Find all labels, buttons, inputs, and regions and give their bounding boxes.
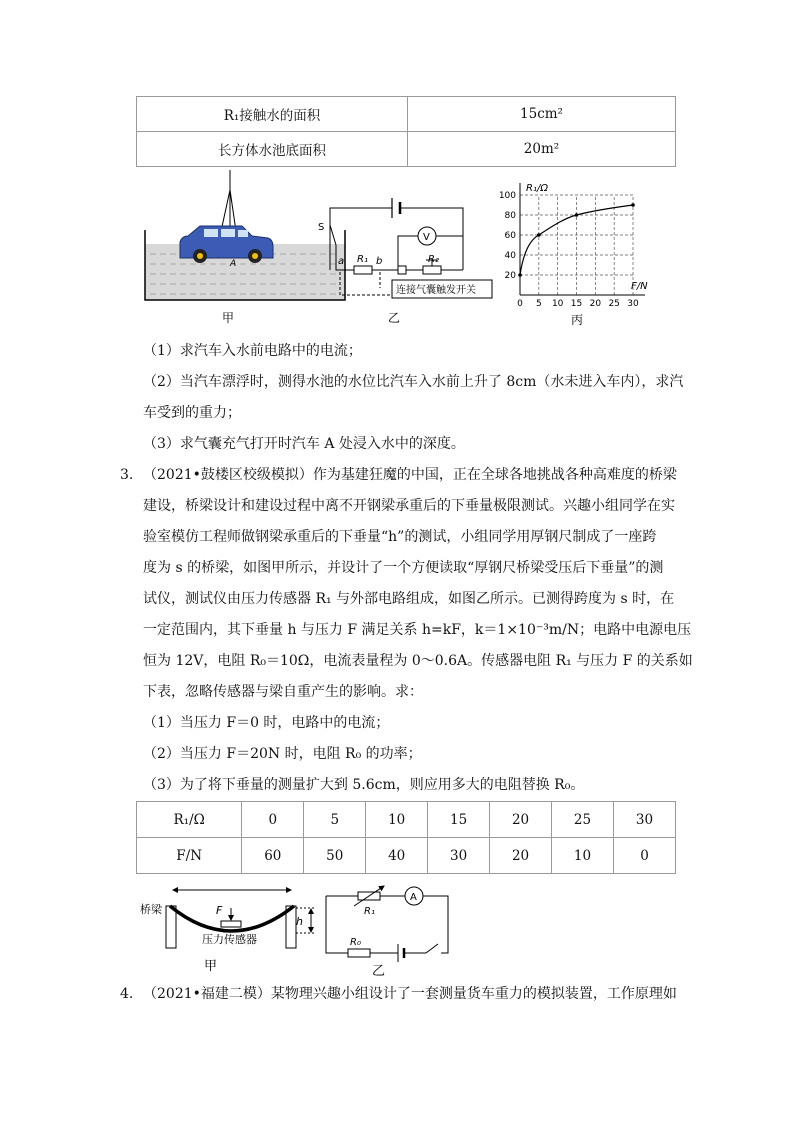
q3-line: 验室模仿工程师做钢梁承重后的下垂量“h”的测试，小组同学用厚钢尺制成了一座跨 <box>143 529 657 545</box>
table-cell: 10 <box>366 802 428 838</box>
r0-label: R₀ <box>350 937 361 948</box>
table-cell: 0 <box>242 802 304 838</box>
table-cell: 10 <box>552 838 614 874</box>
table-cell: R₁接触水的面积 <box>137 97 408 132</box>
y-axis-label: R₁/Ω <box>526 183 548 194</box>
r2-label: R₂ <box>428 254 439 265</box>
caption-yi: 乙 <box>388 311 401 325</box>
figure-jia-tank <box>145 170 345 325</box>
table-cell: F/N <box>137 838 242 874</box>
q3-number: 3. <box>120 467 134 483</box>
q2-sub2-line1: （2）当汽车漂浮时，测得水池的水位比汽车入水前上升了 8cm（水未进入车内），求汽 <box>143 374 684 390</box>
y-tick-label: 80 <box>504 211 516 221</box>
x-tick-label: 25 <box>608 299 620 309</box>
table-cell: 15 <box>428 802 490 838</box>
circuit2-labels <box>350 892 417 978</box>
y-tick-label: 40 <box>504 251 516 261</box>
q3-line: 下表，忽略传感器与梁自重产生的影响。求： <box>143 684 423 700</box>
x-tick-label: 20 <box>589 299 602 309</box>
y-tick-label: 100 <box>498 191 516 201</box>
q3-sub3: （3）为了将下垂量的测量扩大到 5.6cm，则应用多大的电阻替换 R₀。 <box>143 777 585 793</box>
q3-line: 建设，桥梁设计和建设过程中离不开钢梁承重后的下垂量极限测试。兴趣小组同学在实 <box>143 498 675 514</box>
q3-sub2: （2）当压力 F＝20N 时，电阻 R₀ 的功率； <box>143 746 422 762</box>
figure-bing-graph <box>499 183 648 309</box>
ammeter-label: A <box>410 892 417 903</box>
r1-force-table <box>136 801 676 874</box>
bridge-label: 桥梁 <box>140 903 162 916</box>
q3-line: 一定范围内，其下垂量 h 与压力 F 满足关系 h=kF，k＝1×10⁻³m/N；电路中电源电压 <box>143 622 692 638</box>
table-cell: 30 <box>428 838 490 874</box>
voltmeter-label: V <box>423 232 430 243</box>
h-label: h <box>296 915 303 928</box>
q2-sub3: （3）求气囊充气打开时汽车 A 处浸入水中的深度。 <box>143 436 465 452</box>
caption-jia: 甲 <box>222 311 235 325</box>
y-tick-label: 20 <box>504 271 516 281</box>
data-point <box>537 233 541 237</box>
sensor-label: 压力传感器 <box>202 933 257 946</box>
node-b-label: b <box>376 256 383 267</box>
x-tick-label: 5 <box>535 299 542 309</box>
q3-sub1: （1）当压力 F＝0 时，电路中的电流； <box>143 715 390 731</box>
data-point <box>631 203 635 207</box>
r1-label2: R₁ <box>364 906 375 917</box>
table-cell: R₁/Ω <box>137 802 242 838</box>
q2-sub2-line2: 车受到的重力； <box>143 405 241 421</box>
figure-jia-labels <box>140 902 303 974</box>
x-tick-label: 30 <box>627 299 639 309</box>
q4-line: （2021•福建二模）某物理兴趣小组设计了一套测量货车重力的模拟装置，工作原理如 <box>143 986 677 1002</box>
q3-line: 试仪，测试仪由压力传感器 R₁ 与外部电路组成，如图乙所示。已测得跨度为 s 时，在 <box>143 591 675 607</box>
point-a-label: A <box>230 259 237 269</box>
x-axis-label: F/N <box>631 281 648 292</box>
table-cell: 25 <box>552 802 614 838</box>
area-table <box>136 96 676 167</box>
caption-yi2: 乙 <box>372 964 386 978</box>
table-cell: 20m² <box>408 132 676 167</box>
table-cell: 40 <box>366 838 428 874</box>
data-point <box>518 273 522 277</box>
x-tick-label: 10 <box>551 299 564 309</box>
y-tick-label: 60 <box>504 231 516 241</box>
figure-yi-circuit2 <box>326 886 448 962</box>
x-tick-label: 0 <box>517 299 523 309</box>
r1-label: R₁ <box>357 254 368 265</box>
caption-bing: 丙 <box>571 313 584 327</box>
q4-number: 4. <box>120 986 134 1002</box>
figure-bridge-circuit <box>136 878 466 978</box>
table-cell: 5 <box>304 802 366 838</box>
x-tick-label: 15 <box>570 299 583 309</box>
q3-line: （2021•鼓楼区校级模拟）作为基建狂魔的中国，正在全球各地挑战各种高难度的桥梁 <box>143 467 677 483</box>
q3-line: 恒为 12V，电阻 R₀＝10Ω，电流表量程为 0～0.6A。传感器电阻 R₁ 与压力 F 的关系如 <box>143 653 693 669</box>
table-cell: 15cm² <box>408 97 676 132</box>
figure-car-circuit-graph <box>130 170 670 330</box>
q3-line: 度为 s 的桥梁，如图甲所示，并设计了一个方便读取“厚钢尺桥梁受压后下垂量”的测 <box>143 560 664 576</box>
figure-yi-circuit <box>330 198 492 298</box>
force-label: F <box>216 904 223 917</box>
data-point <box>575 213 579 217</box>
table-cell: 50 <box>304 838 366 874</box>
trigger-label: 连接气囊触发开关 <box>396 285 476 296</box>
table-cell: 30 <box>613 802 675 838</box>
table-cell: 长方体水池底面积 <box>137 132 408 167</box>
switch-label: S <box>318 222 325 233</box>
caption-jia2: 甲 <box>204 959 218 974</box>
table-cell: 0 <box>613 838 675 874</box>
table-cell: 60 <box>242 838 304 874</box>
table-cell: 20 <box>490 802 552 838</box>
node-a-label: a <box>338 256 345 267</box>
q2-sub1: （1）求汽车入水前电路中的电流； <box>143 343 362 359</box>
table-cell: 20 <box>490 838 552 874</box>
